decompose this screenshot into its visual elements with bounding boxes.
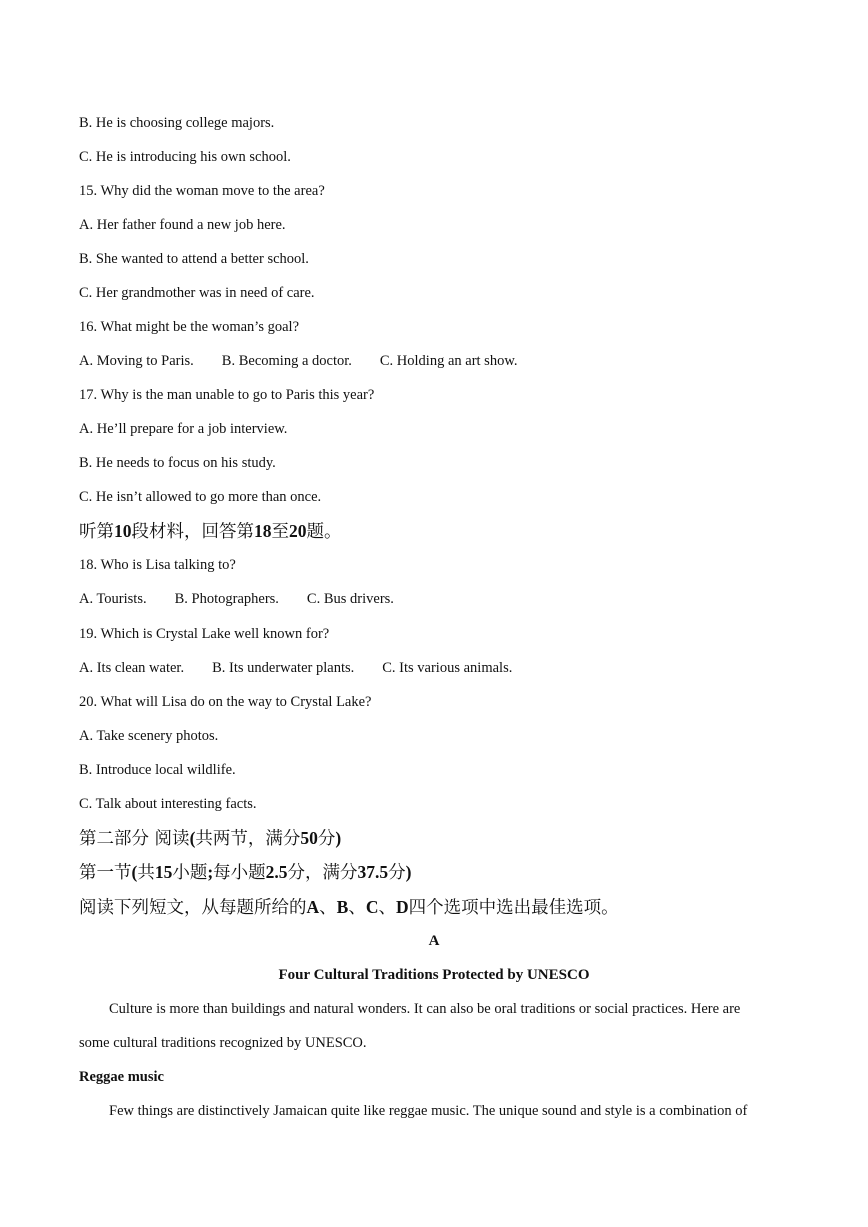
sec-1-semicolon: ;: [207, 862, 214, 882]
option-20-a: A. Take scenery photos.: [79, 728, 219, 744]
part-2-paren-close: ): [335, 828, 342, 848]
sec-1-paren-close: ): [405, 862, 412, 882]
section-1-heading: [79, 860, 411, 885]
question-20: 20. What will Lisa do on the way to Crystal Lake?: [79, 694, 372, 710]
option-16-b: B. Becoming a doctor.: [221, 353, 352, 369]
sec-1-num-2: 2.5: [265, 862, 288, 882]
options-16: [79, 351, 517, 371]
instructions: [79, 895, 619, 920]
sec-1-num-3: 37.5: [357, 862, 389, 882]
part-2-heading: [79, 826, 341, 851]
instr-sep-3: 、: [378, 898, 396, 918]
option-16-c: C. Holding an art show.: [379, 353, 518, 369]
question-15: 15. Why did the woman move to the area?: [79, 183, 325, 199]
instr-letter-d: D: [395, 897, 409, 917]
option-19-a: A. Its clean water.: [79, 660, 185, 676]
instr-letter-c: C: [365, 897, 379, 917]
sec-1-num-1: 15: [154, 862, 173, 882]
option-19-c: C. Its various animals.: [382, 660, 513, 676]
option-19-b: B. Its underwater plants.: [212, 660, 355, 676]
part-2-paren-open: (: [189, 828, 196, 848]
option-16-a: A. Moving to Paris.: [79, 353, 194, 369]
option-18-b: B. Photographers.: [174, 591, 279, 607]
instr-letter-b: B: [336, 897, 349, 917]
paragraph-1-line-1: Culture is more than buildings and natural wonders. It can also be oral traditions or social practices. Here are: [109, 1001, 741, 1017]
part-2-text-2: 共两节，满分: [195, 829, 301, 849]
sec-1-text-5: 分，满分: [287, 863, 358, 883]
option-20-c: C. Talk about interesting facts.: [79, 796, 257, 812]
passage-letter: A: [428, 933, 440, 949]
option-15-b: B. She wanted to attend a better school.: [79, 251, 309, 267]
line-q14-b: B. He is choosing college majors.: [79, 115, 275, 131]
options-19: [79, 658, 512, 678]
option-18-c: C. Bus drivers.: [306, 591, 394, 607]
sec-1-text-4: 每小题: [213, 863, 266, 883]
instr-text-2: 四个选项中选出最佳选项。: [408, 898, 619, 918]
options-18: [79, 589, 394, 609]
instr-sep-2: 、: [348, 898, 366, 918]
sec-1-paren-open: (: [131, 862, 138, 882]
section-10-num-3: 20: [289, 521, 307, 541]
question-16: 16. What might be the woman’s goal?: [79, 319, 300, 335]
instr-text-1: 阅读下列短文，从每题所给的: [79, 898, 307, 918]
sec-1-text-2: 共: [137, 863, 155, 883]
instr-letter-a: A: [306, 897, 320, 917]
option-18-a: A. Tourists.: [79, 591, 147, 607]
option-17-b: B. He needs to focus on his study.: [79, 455, 276, 471]
paragraph-1-line-2: some cultural traditions recognized by UNESCO.: [79, 1035, 367, 1051]
subheading-reggae: Reggae music: [79, 1069, 164, 1085]
question-17: 17. Why is the man unable to go to Paris this year?: [79, 387, 375, 403]
sec-1-text-3: 小题: [172, 863, 208, 883]
section-10-num-1: 10: [114, 521, 132, 541]
part-2-text-1: 第二部分 阅读: [79, 829, 190, 849]
question-18: 18. Who is Lisa talking to?: [79, 557, 236, 573]
option-17-a: A. He’ll prepare for a job interview.: [79, 421, 288, 437]
option-17-c: C. He isn’t allowed to go more than once.: [79, 489, 322, 505]
section-10-text-3: 至: [271, 522, 289, 542]
option-15-c: C. Her grandmother was in need of care.: [79, 285, 315, 301]
section-10-heading: [79, 519, 342, 544]
section-10-text-4: 题。: [306, 522, 342, 542]
instr-sep-1: 、: [319, 898, 337, 918]
sec-1-text-6: 分: [388, 863, 406, 883]
line-q14-c: C. He is introducing his own school.: [79, 149, 291, 165]
paragraph-2-line-1: Few things are distinctively Jamaican quite like reggae music. The unique sound and style is a combination of: [109, 1103, 748, 1119]
section-10-text-1: 听第: [79, 522, 114, 542]
section-10-text-2: 段材料，回答第: [131, 522, 254, 542]
question-19: 19. Which is Crystal Lake well known for?: [79, 626, 330, 642]
option-15-a: A. Her father found a new job here.: [79, 217, 286, 233]
part-2-num: 50: [300, 828, 318, 848]
sec-1-text-1: 第一节: [79, 863, 132, 883]
passage-title: Four Cultural Traditions Protected by UNESCO: [278, 967, 590, 983]
section-10-num-2: 18: [254, 521, 272, 541]
part-2-text-3: 分: [317, 829, 336, 849]
option-20-b: B. Introduce local wildlife.: [79, 762, 236, 778]
